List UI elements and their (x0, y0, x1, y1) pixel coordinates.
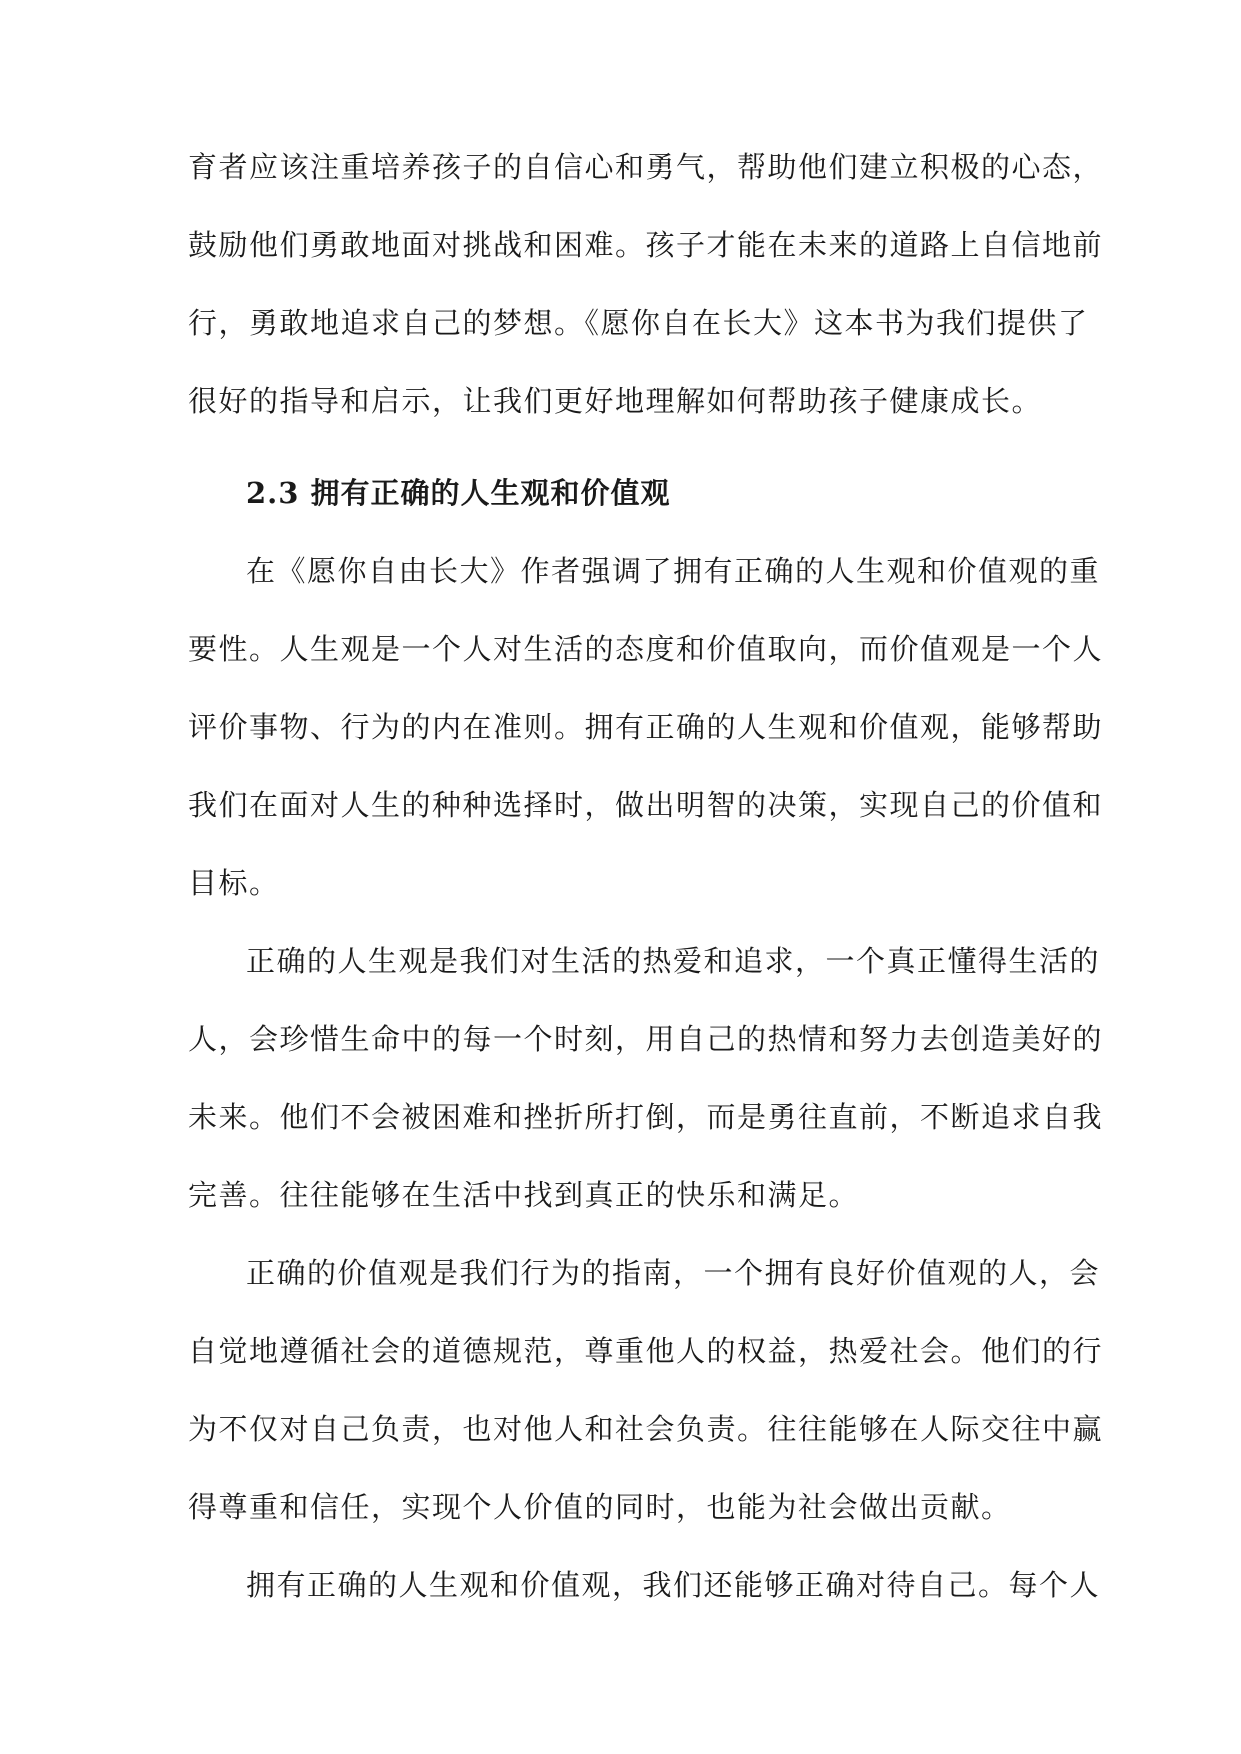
text-line: 要性。人生观是一个人对生活的态度和价值取向，而价值观是一个人 (188, 632, 1104, 666)
text-line: 人，会珍惜生命中的每一个时刻，用自己的热情和努力去创造美好的 (188, 1022, 1104, 1056)
text-line: 很好的指导和启示，让我们更好地理解如何帮助孩子健康成长。 (188, 384, 1043, 418)
text-line: 未来。他们不会被困难和挫折所打倒，而是勇往直前，不断追求自我 (188, 1100, 1104, 1134)
paragraph-1 (188, 532, 1104, 922)
text-line: 为不仅对自己负责，也对他人和社会负责。往往能够在人际交往中赢 (188, 1412, 1104, 1446)
intro-paragraph (188, 128, 1104, 440)
text-line: 评价事物、行为的内在准则。拥有正确的人生观和价值观，能够帮助 (188, 710, 1104, 744)
text-line: 育者应该注重培养孩子的自信心和勇气，帮助他们建立积极的心态， (188, 150, 1104, 184)
text-line: 自觉地遵循社会的道德规范，尊重他人的权益，热爱社会。他们的行 (188, 1334, 1104, 1368)
text-line: 得尊重和信任，实现个人价值的同时，也能为社会做出贡献。 (188, 1490, 1012, 1524)
paragraph-2 (188, 922, 1104, 1234)
text-line: 在《愿你自由长大》作者强调了拥有正确的人生观和价值观的重 (246, 554, 1101, 588)
text-line: 我们在面对人生的种种选择时，做出明智的决策，实现自己的价值和 (188, 788, 1104, 822)
text-line: 目标。 (188, 866, 280, 900)
text-line: 拥有正确的人生观和价值观，我们还能够正确对待自己。每个人 (246, 1568, 1101, 1602)
text-line: 正确的价值观是我们行为的指南，一个拥有良好价值观的人，会 (246, 1256, 1101, 1290)
text-line: 正确的人生观是我们对生活的热爱和追求，一个真正懂得生活的 (246, 944, 1101, 978)
paragraph-4 (188, 1546, 1101, 1624)
section-heading: 2.3 拥有正确的人生观和价值观 (246, 476, 671, 510)
paragraph-3 (188, 1234, 1104, 1546)
text-line: 鼓励他们勇敢地面对挑战和困难。孩子才能在未来的道路上自信地前 (188, 228, 1104, 262)
text-line: 行，勇敢地追求自己的梦想。《愿你自在长大》这本书为我们提供了 (188, 306, 1089, 340)
document-body (188, 128, 1104, 1624)
text-line: 完善。往往能够在生活中找到真正的快乐和满足。 (188, 1178, 860, 1212)
